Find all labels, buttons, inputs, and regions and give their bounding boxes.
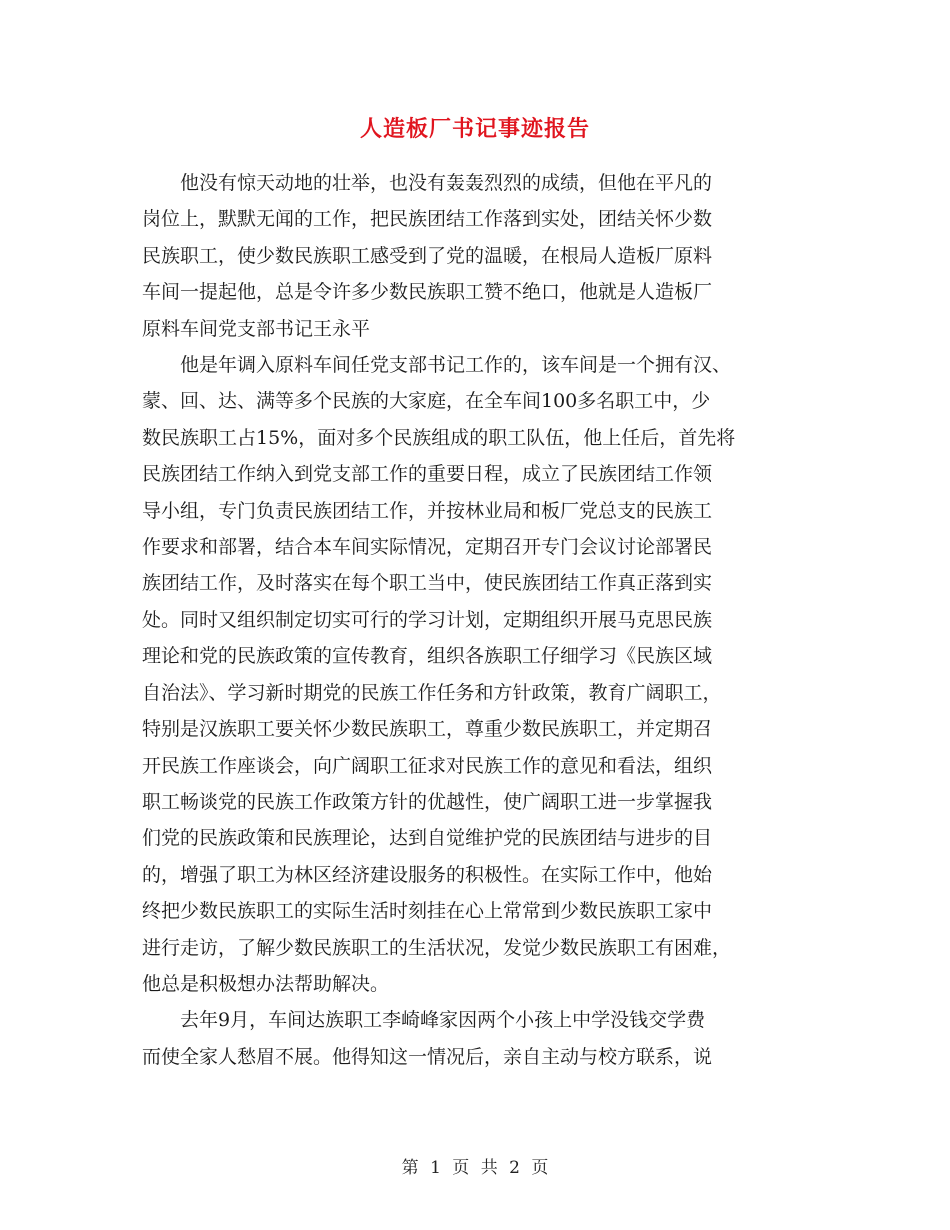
text-line: 蒙、回、达、满等多个民族的大家庭，在全车间100多名职工中，少 [142,390,711,413]
text-line: 去年9月，车间达族职工李崎峰家因两个小孩上中学没钱交学费 [180,1009,706,1032]
paragraph-3 [142,1002,810,1075]
text-line: 而使全家人愁眉不展。他得知这一情况后，亲自主动与校方联系，说 [142,1045,713,1068]
text-line: 车间一提起他，总是令许多少数民族职工赞不绝口，他就是人造板厂 [142,281,713,304]
text-line: 数民族职工占15%，面对多个民族组成的职工队伍，他上任后，首先将 [142,426,736,449]
text-line: 导小组，专门负责民族团结工作，并按林业局和板厂党总支的民族工 [142,499,713,522]
text-line: 原料车间党支部书记王永平 [142,317,371,340]
text-line: 终把少数民族职工的实际生活时刻挂在心上常常到少数民族职工家中 [142,900,713,923]
text-line: 岗位上，默默无闻的工作，把民族团结工作落到实处，团结关怀少数 [142,208,713,231]
text-line: 族团结工作，及时落实在每个职工当中，使民族团结工作真正落到实 [142,572,713,595]
text-line: 处。同时又组织制定切实可行的学习计划，定期组织开展马克思民族 [142,608,713,631]
text-line: 进行走访，了解少数民族职工的生活状况，发觉少数民族职工有困难， [142,936,732,959]
paragraph-2 [142,347,810,1002]
text-line: 民族团结工作纳入到党支部工作的重要日程，成立了民族团结工作领 [142,463,713,486]
text-line: 他没有惊天动地的壮举，也没有轰轰烈烈的成绩，但他在平凡的 [180,172,713,194]
text-line: 作要求和部署，结合本车间实际情况，定期召开专门会议讨论部署民 [142,536,713,559]
text-line: 理论和党的民族政策的宣传教育，组织各族职工仔细学习《民族区域 [142,645,713,668]
text-line: 自治法》、学习新时期党的民族工作任务和方针政策，教育广阔职工， [142,681,722,704]
document-title: 人造板厂书记事迹报告 [359,116,590,142]
text-line: 们党的民族政策和民族理论，达到自觉维护党的民族团结与进步的目 [142,827,713,850]
text-line: 他是年调入原料车间任党支部书记工作的，该车间是一个拥有汉、 [180,354,732,377]
text-line: 特别是汉族职工要关怀少数民族职工，尊重少数民族职工，并定期召 [142,718,713,741]
text-line: 职工畅谈党的民族工作政策方针的优越性，使广阔职工进一步掌握我 [142,790,713,813]
paragraph-1 [142,165,810,347]
page-footer: 第 1 页 共 2 页 [401,1158,549,1178]
text-line: 他总是积极想办法帮助解决。 [142,972,390,995]
text-line: 民族职工，使少数民族职工感受到了党的温暖，在根局人造板厂原料 [142,244,713,267]
document-body [142,165,810,1075]
text-line: 开民族工作座谈会，向广阔职工征求对民族工作的意见和看法，组织 [142,754,713,777]
text-line: 的，增强了职工为林区经济建设服务的积极性。在实际工作中，他始 [142,863,713,886]
